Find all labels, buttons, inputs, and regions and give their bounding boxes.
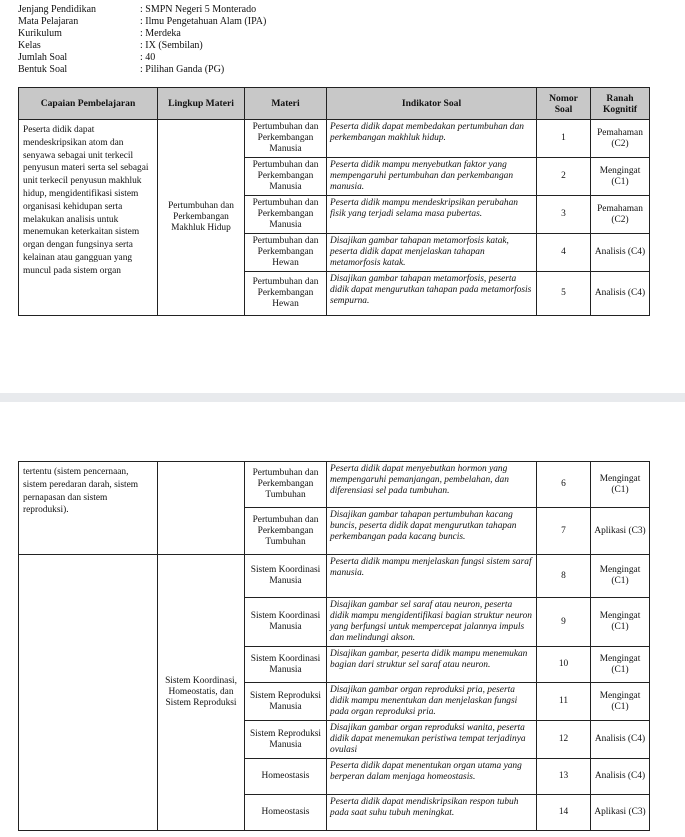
indikator-cell: Peserta didik dapat mendiskripsikan respon tubuh pada saat suhu tubuh meningkat. (327, 795, 537, 831)
meta-bentuk-value: : Pilihan Ganda (PG) (140, 64, 225, 75)
ranah-cell: Mengingat (C1) (591, 647, 650, 683)
meta-jenjang-value: : SMPN Negeri 5 Monterado (140, 4, 257, 15)
table-row (19, 555, 650, 598)
materi-cell: Homeostasis (245, 795, 327, 831)
indikator-cell: Peserta didik mampu menjelaskan fungsi sistem saraf manusia. (327, 555, 537, 598)
meta-jenjang-label: Jenjang Pendidikan (18, 4, 97, 15)
ranah-cell: Analisis (C4) (591, 272, 650, 316)
materi-cell: Sistem Reproduksi Manusia (245, 721, 327, 759)
materi-cell: Sistem Koordinasi Manusia (245, 647, 327, 683)
indikator-cell: Disajikan gambar, peserta didik mampu menemukan bagian dari struktur sel saraf atau neuron. (327, 647, 537, 683)
meta-kelas-value: : IX (Sembilan) (140, 40, 203, 51)
header-nomor: Nomor Soal (537, 88, 591, 120)
materi-cell: Pertumbuhan dan Perkembangan Manusia (245, 120, 327, 158)
header-indikator: Indikator Soal (327, 88, 537, 120)
meta-mapel-label: Mata Pelajaran (18, 16, 79, 27)
page-2 (0, 402, 685, 837)
nomor-cell: 10 (537, 647, 591, 683)
materi-cell: Sistem Reproduksi Manusia (245, 683, 327, 721)
nomor-cell: 7 (537, 508, 591, 555)
indikator-cell: Disajikan gambar tahapan metamorfosis katak, peserta didik dapat menjelaskan tahapan metamorfosis katak. (327, 234, 537, 272)
ranah-cell: Analisis (C4) (591, 759, 650, 795)
indikator-cell: Disajikan gambar organ reproduksi wanita, peserta didik dapat menemukan peristiwa tempat terjadinya ovulasi (327, 721, 537, 759)
ranah-cell: Mengingat (C1) (591, 462, 650, 508)
meta-jumlah-label: Jumlah Soal (18, 52, 68, 63)
materi-cell: Homeostasis (245, 759, 327, 795)
table-row (19, 120, 650, 158)
ranah-cell: Aplikasi (C3) (591, 508, 650, 555)
nomor-cell: 8 (537, 555, 591, 598)
materi-cell: Sistem Koordinasi Manusia (245, 555, 327, 598)
ranah-cell: Mengingat (C1) (591, 683, 650, 721)
kisi-kisi-table-page-2 (18, 461, 650, 831)
indikator-cell: Peserta didik dapat membedakan pertumbuhan dan perkembangan makhluk hidup. (327, 120, 537, 158)
ranah-cell: Pemahaman (C2) (591, 196, 650, 234)
capaian-cell-empty (19, 555, 158, 831)
indikator-cell: Peserta didik mampu menyebutkan faktor yang mempengaruhi pertumbuhan dan perkembangan manusia. (327, 158, 537, 196)
indikator-cell: Peserta didik dapat menentukan organ utama yang berperan dalam menjaga homeostasis. (327, 759, 537, 795)
ranah-cell: Pemahaman (C2) (591, 120, 650, 158)
page-1 (0, 0, 685, 393)
nomor-cell: 4 (537, 234, 591, 272)
ranah-cell: Mengingat (C1) (591, 555, 650, 598)
materi-cell: Pertumbuhan dan Perkembangan Tumbuhan (245, 508, 327, 555)
indikator-cell: Disajikan gambar tahapan metamorfosis, peserta didik dapat mengurutkan tahapan pada metamorfosis sempurna. (327, 272, 537, 316)
nomor-cell: 13 (537, 759, 591, 795)
nomor-cell: 3 (537, 196, 591, 234)
nomor-cell: 12 (537, 721, 591, 759)
meta-bentuk-label: Bentuk Soal (18, 64, 68, 75)
header-ranah: Ranah Kognitif (591, 88, 650, 120)
header-capaian: Capaian Pembelajaran (19, 88, 158, 120)
ranah-cell: Mengingat (C1) (591, 598, 650, 647)
indikator-cell: Peserta didik dapat menyebutkan hormon yang mempengaruhi pemanjangan, pembelahan, dan diferensiasi sel pada tumbuhan. (327, 462, 537, 508)
nomor-cell: 5 (537, 272, 591, 316)
lingkup-cell: Sistem Koordinasi, Homeostatis, dan Sistem Reproduksi (158, 555, 245, 831)
materi-cell: Pertumbuhan dan Perkembangan Hewan (245, 272, 327, 316)
indikator-cell: Disajikan gambar tahapan pertumbuhan kacang buncis, peserta didik dapat mengurutkan tahapan perkembangan pada kacang buncis. (327, 508, 537, 555)
meta-mapel-value: : Ilmu Pengetahuan Alam (IPA) (140, 16, 267, 27)
nomor-cell: 1 (537, 120, 591, 158)
nomor-cell: 14 (537, 795, 591, 831)
nomor-cell: 2 (537, 158, 591, 196)
capaian-cell: Peserta didik dapat mendeskripsikan atom dan senyawa sebagai unit terkecil penyusun materi serta sel sebagai unit terkecil penyusun makhluk hidup, mengidentifikasi sistem organisasi kehidupan serta melakukan analisis untuk menemukan keterkaitan sistem organ dengan fungsinya serta kelainan atau gangguan yang muncul pada sistem organ (19, 120, 158, 316)
header-lingkup: Lingkup Materi (158, 88, 245, 120)
header-materi: Materi (245, 88, 327, 120)
nomor-cell: 9 (537, 598, 591, 647)
table-row (19, 462, 650, 508)
kisi-kisi-table-page-1 (18, 87, 650, 316)
lingkup-cell-empty (158, 462, 245, 555)
nomor-cell: 11 (537, 683, 591, 721)
ranah-cell: Analisis (C4) (591, 234, 650, 272)
materi-cell: Pertumbuhan dan Perkembangan Hewan (245, 234, 327, 272)
meta-kelas-label: Kelas (18, 40, 41, 51)
indikator-cell: Disajikan gambar organ reproduksi pria, peserta didik mampu menentukan dan menjelaskan fungsi pada organ reproduksi pria. (327, 683, 537, 721)
meta-kurikulum-value: : Merdeka (140, 28, 181, 39)
materi-cell: Sistem Koordinasi Manusia (245, 598, 327, 647)
ranah-cell: Aplikasi (C3) (591, 795, 650, 831)
indikator-cell: Peserta didik mampu mendeskripsikan perubahan fisik yang terjadi selama masa pubertas. (327, 196, 537, 234)
capaian-cell: tertentu (sistem pencernaan, sistem peredaran darah, sistem pernapasan dan sistem reproduksi). (19, 462, 158, 555)
nomor-cell: 6 (537, 462, 591, 508)
meta-jumlah-value: : 40 (140, 52, 156, 63)
materi-cell: Pertumbuhan dan Perkembangan Tumbuhan (245, 462, 327, 508)
indikator-cell: Disajikan gambar sel saraf atau neuron, peserta didik mampu mengidentifikasi bagian struktur neuron yang berfungsi untuk mempercepat jalannya impuls dan melindungi akson. (327, 598, 537, 647)
lingkup-cell: Pertumbuhan dan Perkembangan Makhluk Hidup (158, 120, 245, 316)
document-meta (18, 4, 266, 76)
materi-cell: Pertumbuhan dan Perkembangan Manusia (245, 158, 327, 196)
ranah-cell: Mengingat (C1) (591, 158, 650, 196)
materi-cell: Pertumbuhan dan Perkembangan Manusia (245, 196, 327, 234)
ranah-cell: Analisis (C4) (591, 721, 650, 759)
meta-kurikulum-label: Kurikulum (18, 28, 62, 39)
